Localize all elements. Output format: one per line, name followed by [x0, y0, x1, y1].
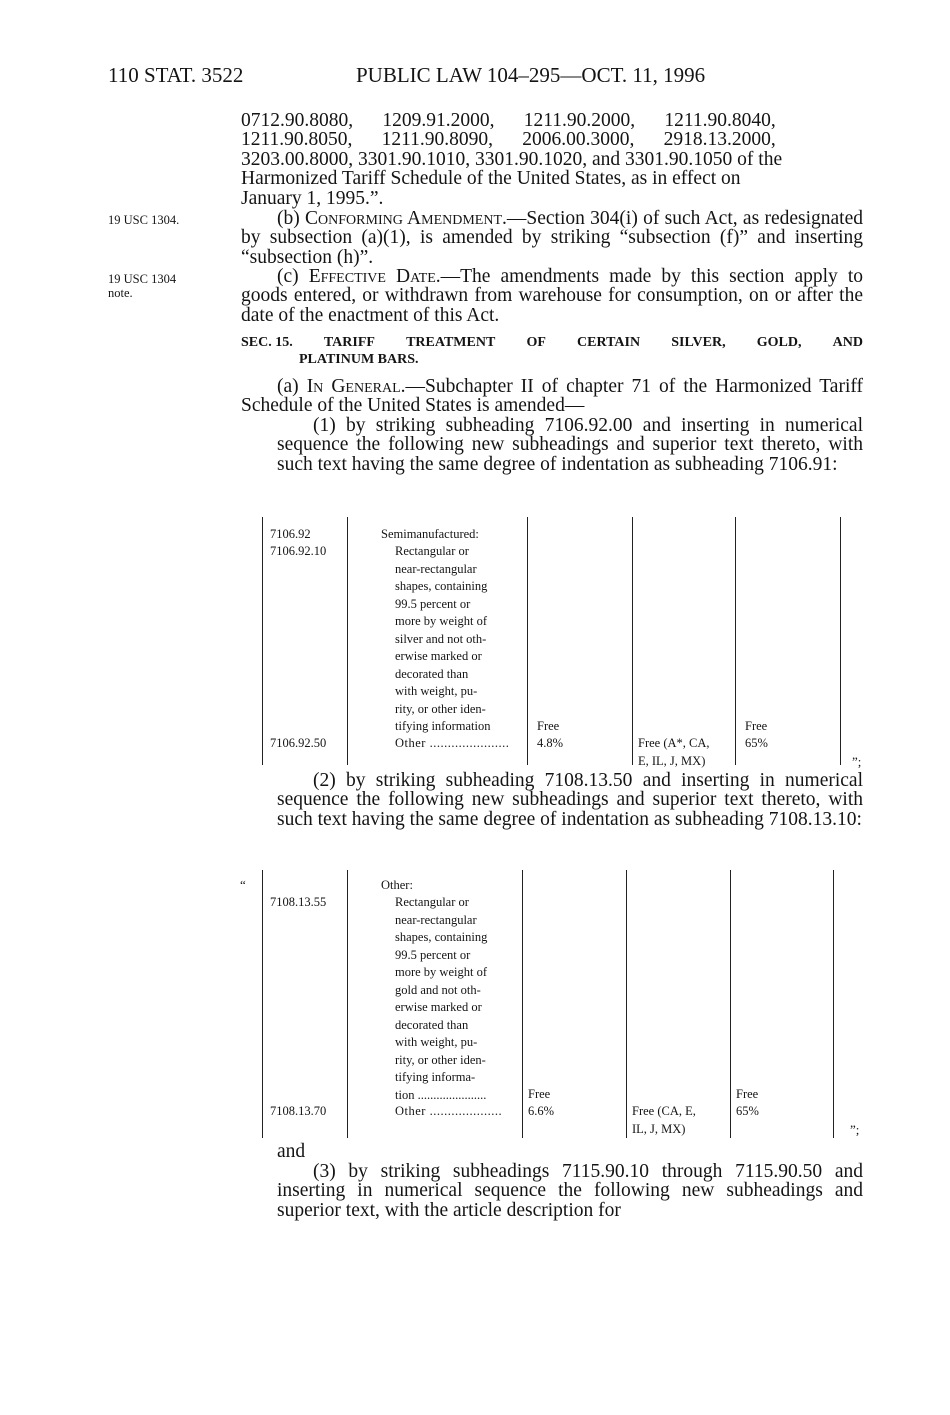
general-rate: 6.6%: [528, 1104, 555, 1118]
subheading-code: 7108.13.70: [270, 1104, 327, 1118]
subheading-description: Other ....................: [395, 1104, 503, 1118]
tariff-table-silver: [262, 517, 862, 769]
subheading-description: Rectangular or near-rectangular shapes, containing 99.5 percent or more by weight of silver and not oth- erwise marked or decorated than with weight, pu- rity, or other iden- tifying information: [395, 544, 491, 733]
column-2-rate: 65%: [745, 736, 768, 750]
subheading-code: 7106.92.50: [270, 736, 327, 750]
table-rule: [347, 870, 348, 1138]
general-text: —Subchapter II of chapter 71 of the Harmonized Tariff Schedule of the United States is amended—: [241, 376, 863, 417]
item-1: [277, 416, 863, 474]
heading-code: 7106.92: [270, 527, 311, 541]
intro-line: January 1, 1995.”.: [241, 187, 384, 209]
intro-line: 3203.00.8000, 3301.90.1010, 3301.90.1020, and 3301.90.1050 of the: [241, 148, 783, 170]
intro-line: Harmonized Tariff Schedule of the United States, as in effect on: [241, 168, 741, 190]
public-law-citation: PUBLIC LAW 104–295—OCT. 11, 1996: [356, 63, 706, 87]
item-3-text: (3) by striking subheadings 7115.90.10 through 7115.90.50 and inserting in numerical sequence the following new subheadings and superior text, with the article description for: [277, 1161, 863, 1221]
section-heading: [241, 334, 863, 368]
tariff-table-gold: [240, 870, 860, 1140]
in-general: [241, 377, 863, 416]
table-rule: [347, 517, 348, 765]
opening-quote: “: [240, 877, 246, 892]
conforming-label: (b): [277, 208, 306, 229]
table-rule: [632, 517, 633, 765]
effective-date: [241, 267, 863, 325]
general-title: In General.: [306, 376, 406, 397]
margin-note-line: note.: [108, 286, 133, 300]
general-rate: Free: [528, 1087, 551, 1101]
page-header: [108, 63, 868, 93]
column-2-rate: Free: [745, 719, 768, 733]
general-label: (a): [277, 376, 307, 397]
table-rule: [730, 870, 731, 1138]
heading-word: SILVER,: [671, 335, 726, 350]
column-2-rate: 65%: [736, 1104, 759, 1118]
intro-line: 1211.90.8050, 1211.90.8090, 2006.00.3000, 2918.13.2000,: [241, 129, 776, 151]
heading-line-2: PLATINUM BARS.: [299, 352, 419, 367]
item-1-text: (1) by striking subheading 7106.92.00 and inserting in numerical sequence the following new subheadings and superior text thereto, with such text having the same degree of indentation as subheading 7106.91:: [277, 415, 863, 475]
table-rule: [262, 870, 263, 1138]
conforming-amendment: [241, 209, 863, 267]
item-2: [277, 771, 863, 829]
effective-title: Effective Date.: [308, 266, 441, 287]
heading-word: TARIFF: [323, 335, 375, 350]
intro-line: 0712.90.8080, 1209.91.2000, 1211.90.2000, 1211.90.8040,: [241, 110, 776, 131]
column-2-rate: Free: [736, 1087, 759, 1101]
heading-word: OF: [526, 335, 546, 350]
effective-label: (c): [277, 266, 309, 287]
heading-word: CERTAIN: [577, 335, 641, 350]
item-2-text: (2) by striking subheading 7108.13.50 and inserting in numerical sequence the following new subheadings and superior text thereto, with such text having the same degree of indentation as subheading 7108.13.10:: [277, 770, 863, 830]
closing-quote: ”;: [852, 754, 862, 769]
and-word: and: [277, 1141, 306, 1162]
table-rule: [626, 870, 627, 1138]
heading-description: Semimanufactured:: [381, 527, 479, 541]
general-rate: Free: [537, 719, 560, 733]
subheading-code: 7106.92.10: [270, 544, 327, 558]
margin-note-line: 19 USC 1304: [108, 272, 177, 286]
heading-word: TREATMENT: [406, 335, 496, 350]
effective-text: —The amendments made by this section apply to goods entered, or withdrawn from warehouse for consumption, on or after the date of the enactment of this Act.: [241, 266, 863, 326]
heading-description: Other:: [381, 878, 413, 892]
special-rate: Free (CA, E, IL, J, MX): [632, 1104, 696, 1136]
table-rule: [522, 870, 523, 1138]
margin-note-usc-1304-note: [108, 272, 218, 300]
table-rule: [840, 517, 841, 765]
conforming-text: —Section 304(i) of such Act, as redesignated by subsection (a)(1), is amended by striking “subsection (f)” and inserting “subsection (h)”.: [241, 208, 863, 268]
table-rule: [262, 517, 263, 765]
table-rule: [735, 517, 736, 765]
heading-word: AND: [832, 335, 863, 350]
subheading-description: Rectangular or near-rectangular shapes, containing 99.5 percent or more by weight of gold and not oth- erwise marked or decorated than with weight, pu- rity, or other iden- tifying informa- tion ......................: [395, 895, 488, 1102]
stat-page-number: 110 STAT. 3522: [108, 63, 244, 87]
intro-block: [241, 111, 863, 208]
heading-word: SEC. 15.: [241, 335, 293, 350]
closing-quote: ”;: [850, 1122, 860, 1137]
general-rate: 4.8%: [537, 736, 564, 750]
conforming-title: Conforming Amendment.: [305, 208, 507, 229]
heading-word: GOLD,: [756, 335, 802, 350]
subheading-description: Other ......................: [395, 736, 510, 750]
item-3: [277, 1162, 863, 1220]
subheading-code: 7108.13.55: [270, 895, 327, 909]
margin-note-usc-1304: 19 USC 1304.: [108, 213, 180, 227]
table-rule: [833, 870, 834, 1138]
special-rate: Free (A*, CA, E, IL, J, MX): [638, 736, 710, 768]
table-rule: [527, 517, 528, 765]
